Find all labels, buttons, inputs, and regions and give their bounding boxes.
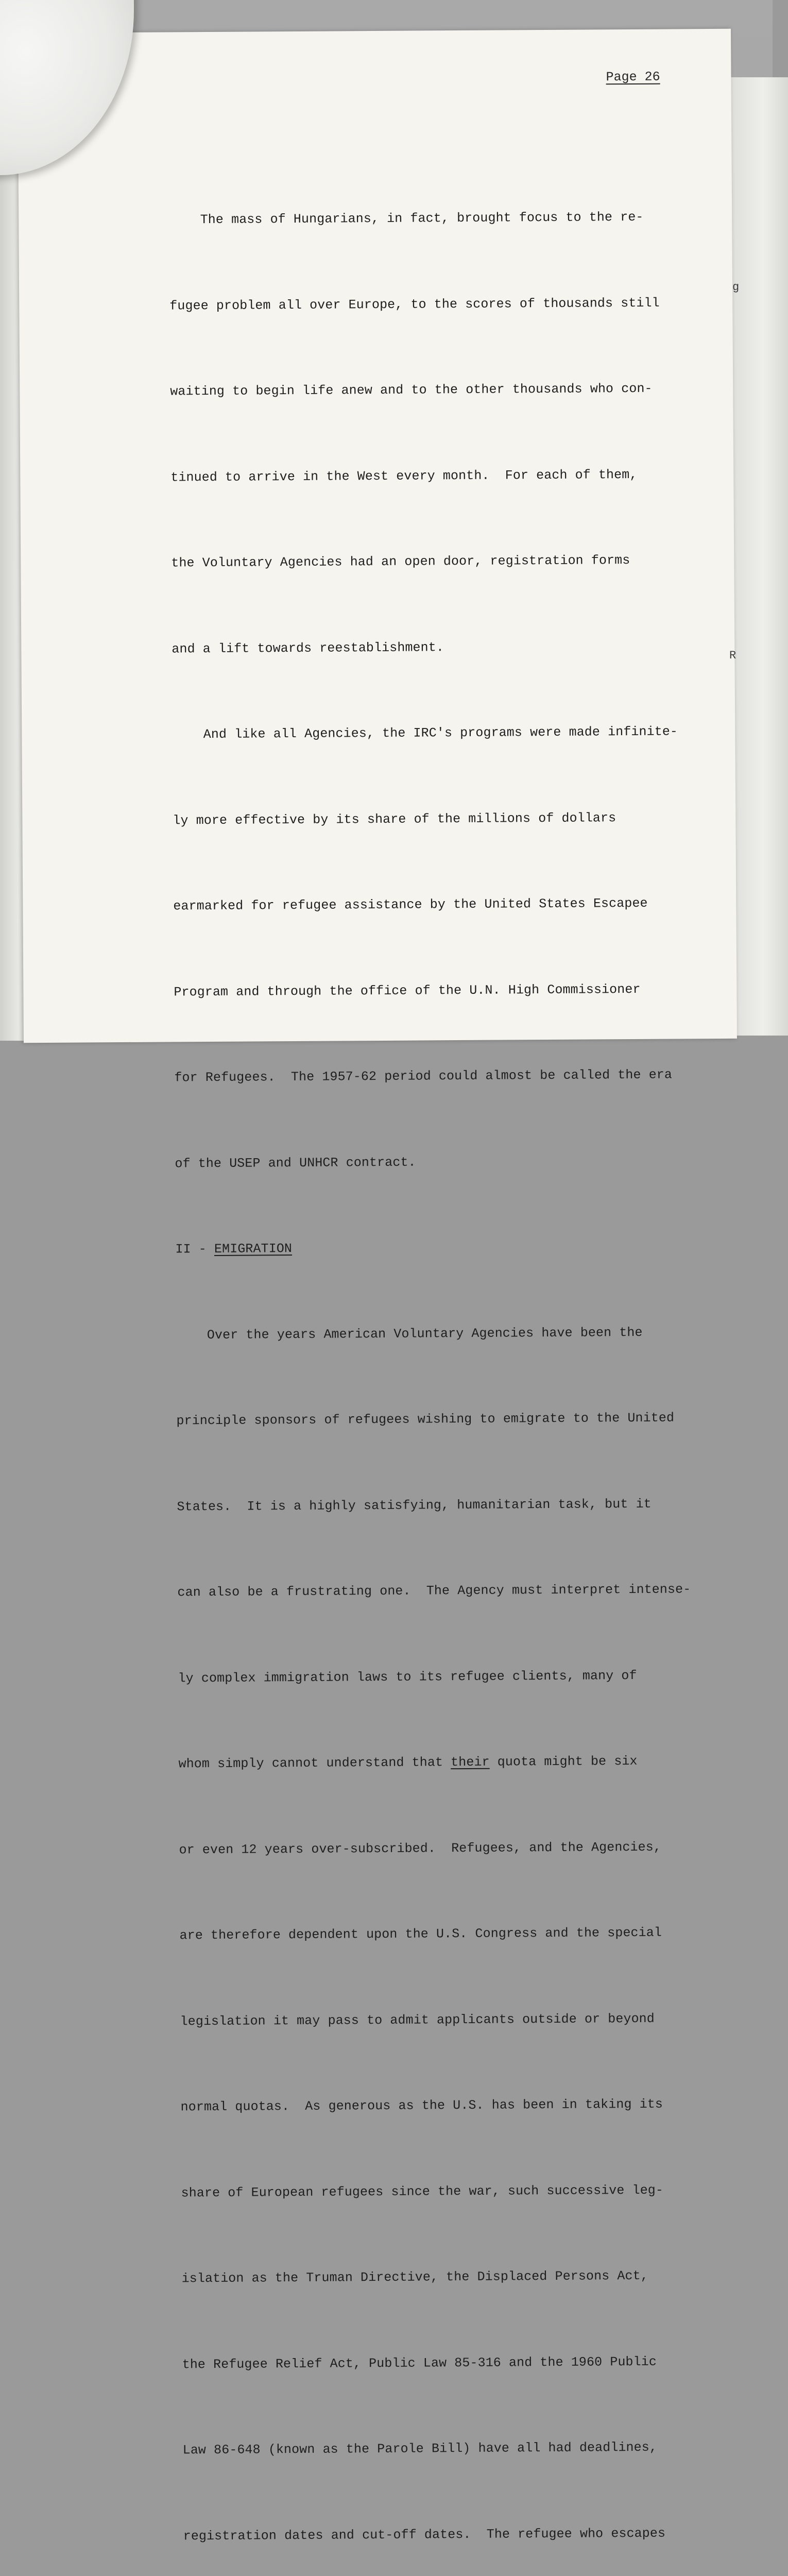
text-line: are therefore dependent upon the U.S. Congress and the special xyxy=(179,1925,662,1943)
text-line: fugee problem all over Europe, to the scores of thousands still xyxy=(169,295,660,313)
body-text xyxy=(168,145,751,2576)
page-number: Page 26 xyxy=(606,69,660,85)
text-line: the Voluntary Agencies had an open door, registration forms xyxy=(171,553,630,571)
text-line: for Refugees. The 1957-62 period could almost be called the era xyxy=(174,1067,673,1086)
margin-bleed-char: g xyxy=(732,281,740,294)
text-line: ly more effective by its share of the millions of dollars xyxy=(173,810,616,828)
text-line: and a lift towards reestablishment. xyxy=(172,639,444,656)
text-line: Program and through the office of the U.N. High Commissioner xyxy=(174,981,641,999)
margin-bleed-char: R xyxy=(729,649,736,662)
text-line: tinued to arrive in the West every month. For each of them, xyxy=(170,467,638,485)
text-line: share of European refugees since the war, such successive leg- xyxy=(181,2182,664,2200)
text-line: registration dates and cut-off dates. The refugee who escapes xyxy=(183,2526,666,2544)
text-line-with-underline xyxy=(178,1747,745,1778)
text-line: earmarked for refugee assistance by the United States Escapee xyxy=(173,895,648,914)
text-line: can also be a frustrating one. The Agency must interpret intense- xyxy=(177,1582,691,1600)
text-line: And like all Agencies, the IRC's programs were made infinite- xyxy=(172,724,678,742)
text-line: normal quotas. As generous as the U.S. has been in taking its xyxy=(180,2096,663,2115)
text-line: islation as the Truman Directive, the Displaced Persons Act, xyxy=(181,2268,648,2286)
section-number: II - xyxy=(175,1241,215,1257)
text-line: the Refugee Relief Act, Public Law 85-316 and the 1960 Public xyxy=(182,2354,657,2372)
text-line: principle sponsors of refugees wishing to emigrate to the United xyxy=(176,1410,675,1429)
text-line: Over the years American Voluntary Agencies have been the xyxy=(176,1325,643,1343)
text-line: ly complex immigration laws to its refugee clients, many of xyxy=(178,1668,637,1686)
text-line: waiting to begin life anew and to the other thousands who con- xyxy=(170,381,653,399)
section-heading: EMIGRATION xyxy=(214,1241,293,1257)
underlined-word: their xyxy=(451,1754,490,1770)
text-segment: quota might be six xyxy=(489,1753,638,1770)
text-line: legislation it may pass to admit applicants outside or beyond xyxy=(180,2011,655,2029)
text-line: of the USEP and UNHCR contract. xyxy=(175,1155,416,1171)
text-segment: whom simply cannot understand that xyxy=(178,1755,451,1772)
text-line: Law 86-648 (known as the Parole Bill) have all had deadlines, xyxy=(182,2439,658,2458)
text-line: The mass of Hungarians, in fact, brought focus to the re- xyxy=(169,209,644,228)
text-line: or even 12 years over-subscribed. Refugees, and the Agencies, xyxy=(179,1839,662,1857)
section-line xyxy=(175,1232,742,1264)
document-page xyxy=(18,29,740,2544)
text-line: States. It is a highly satisfying, humanitarian task, but it xyxy=(177,1496,652,1514)
